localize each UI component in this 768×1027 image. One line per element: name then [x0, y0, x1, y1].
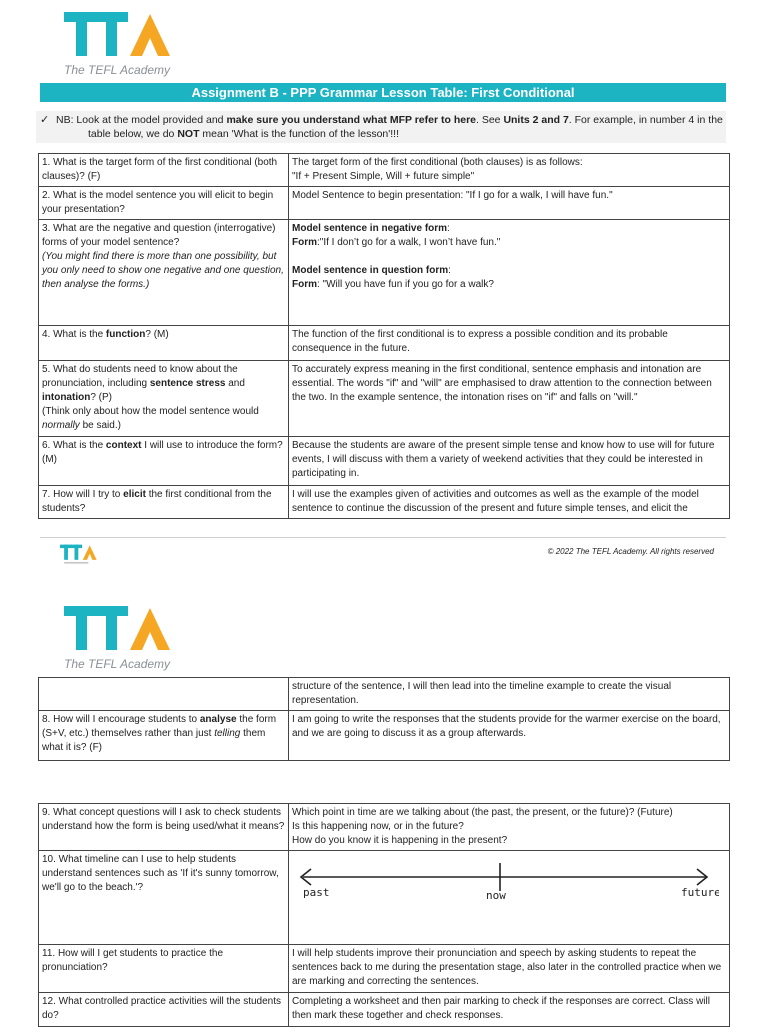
table-row	[39, 851, 730, 945]
table-row	[39, 361, 730, 437]
timeline-label-past: past	[303, 886, 330, 899]
answer-cell: The function of the first conditional is to express a possible condition and its probable consequence in the future.	[289, 326, 730, 361]
answer-cell: Completing a worksheet and then pair marking to check if the responses are correct. Class will then mark these together and check responses.	[289, 993, 730, 1027]
question-cell: 1. What is the target form of the first conditional (both clauses)? (F)	[39, 154, 289, 187]
table-row	[39, 154, 730, 187]
checkmark-icon: ✓	[40, 114, 50, 126]
timeline-cell	[289, 851, 730, 945]
question-cell: 7. How will I try to elicit the first conditional from the students?	[39, 486, 289, 519]
nb-text: NB: Look at the model provided and make sure you understand what MFP refer to here. See Units 2 and 7. For example, in number 4 in the table below, we do NOT mean 'What is the function of the lesson'!!!	[56, 114, 723, 140]
question-cell: 8. How will I encourage students to analyse the form (S+V, etc.) themselves rather than just telling them what it is? (F)	[39, 711, 289, 761]
answer-cell: Model Sentence to begin presentation: "If I go for a walk, I will have fun."	[289, 187, 730, 220]
answer-cell: I will use the examples given of activities and outcomes as well as the example of the model sentence to continue the discussion of the present and future simple tenses, and elicit the	[289, 486, 730, 519]
timeline-diagram	[289, 851, 719, 939]
table-row	[39, 326, 730, 361]
lesson-table-page-2b	[38, 803, 730, 1027]
answer-cell: Because the students are aware of the present simple tense and know how to use will for future events, I will discuss with them a variety of weekend activities that they could be interested in participating in.	[289, 437, 730, 486]
tta-logo-mark	[64, 12, 174, 58]
answer-cell: I am going to write the responses that the students provide for the warmer exercise on the board, and we are going to discuss it as a group afterwards.	[289, 711, 730, 761]
lesson-table-page-1	[38, 153, 730, 519]
logo-text: The TEFL Academy	[64, 63, 171, 77]
question-cell: 9. What concept questions will I ask to check students understand how the form is being used/what it means?	[39, 804, 289, 851]
question-cell: 4. What is the function? (M)	[39, 326, 289, 361]
timeline-label-future: future	[681, 886, 719, 899]
answer-cell: Which point in time are we talking about (the past, the present, or the future)? (Future) Is this happening now, or in the future? How do you know it is happening in the present?	[289, 804, 730, 851]
table-row	[39, 486, 730, 519]
nb-note	[36, 111, 726, 143]
page-footer	[40, 537, 726, 568]
tta-logo	[64, 12, 174, 77]
table-row	[39, 678, 730, 711]
tta-mini-logo	[60, 544, 98, 566]
question-cell: 10. What timeline can I use to help students understand sentences such as 'If it's sunny tomorrow, we'll go to the beach.'?	[39, 851, 289, 945]
lesson-table-page-2	[38, 677, 730, 761]
question-cell: 6. What is the context I will use to introduce the form? (M)	[39, 437, 289, 486]
logo-text: The TEFL Academy	[64, 657, 171, 671]
tta-logo-mark	[64, 606, 174, 652]
table-row	[39, 945, 730, 993]
assignment-title: Assignment B - PPP Grammar Lesson Table: First Conditional	[40, 83, 726, 102]
timeline-label-now: now	[486, 889, 506, 902]
table-row	[39, 220, 730, 326]
copyright-text: © 2022 The TEFL Academy. All rights reserved	[547, 547, 714, 556]
table-row	[39, 804, 730, 851]
table-row	[39, 187, 730, 220]
answer-cell: I will help students improve their pronunciation and speech by asking students to repeat the sentences back to me during the presentation stage, also later in the controlled practice when we are marking and correcting the sentences.	[289, 945, 730, 993]
question-cell: 11. How will I get students to practice the pronunciation?	[39, 945, 289, 993]
answer-cell: To accurately express meaning in the first conditional, sentence emphasis and intonation are essential. The words "if" and "will" are emphasised to draw attention to the connection between the two. In the example sentence, the intonation rises on "if" and falls on "will."	[289, 361, 730, 437]
question-cell: 12. What controlled practice activities will the students do?	[39, 993, 289, 1027]
table-row	[39, 993, 730, 1027]
question-cell: 5. What do students need to know about the pronunciation, including sentence stress and intonation? (P) (Think only about how the model sentence would normally be said.)	[39, 361, 289, 437]
answer-cell: Model sentence in negative form: Form:"If I don’t go for a walk, I won’t have fun." Model sentence in question form: Form: "Will you have fun if you go for a walk?	[289, 220, 730, 326]
question-cell	[39, 678, 289, 711]
question-cell: 3. What are the negative and question (interrogative) forms of your model sentence? (You might find there is more than one possibility, but you only need to show one negative and one question, then analyse the forms.)	[39, 220, 289, 326]
table-row	[39, 711, 730, 761]
answer-cell: structure of the sentence, I will then lead into the timeline example to create the visual representation.	[289, 678, 730, 711]
answer-cell: The target form of the first conditional (both clauses) is as follows: "If + Present Simple, Will + future simple"	[289, 154, 730, 187]
question-cell: 2. What is the model sentence you will elicit to begin your presentation?	[39, 187, 289, 220]
tta-logo	[64, 606, 174, 671]
table-row	[39, 437, 730, 486]
